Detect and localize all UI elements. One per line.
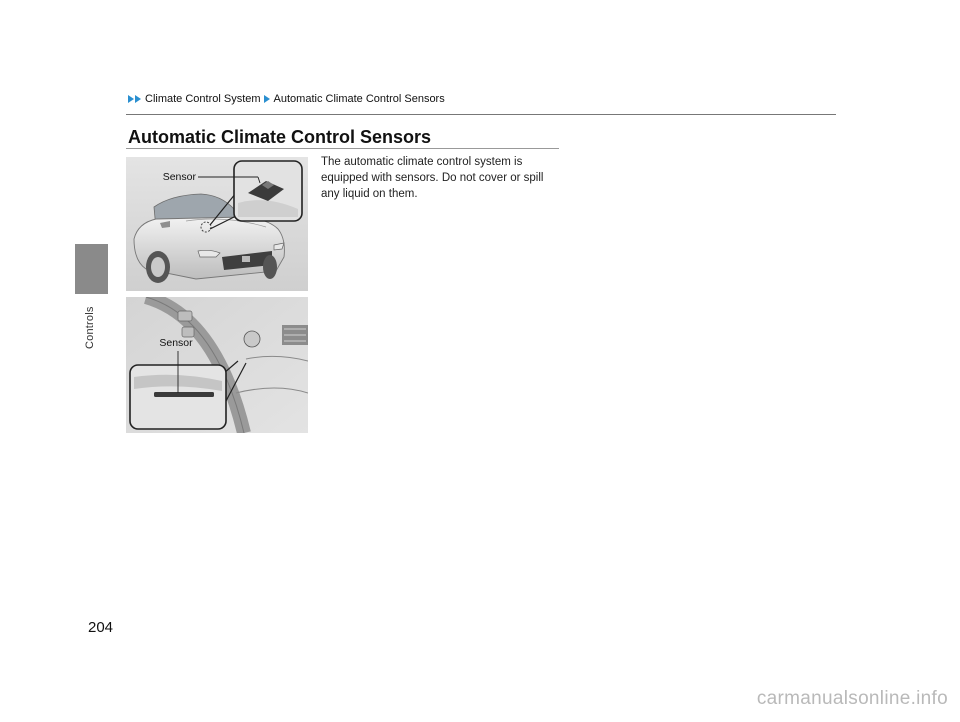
- sensor-callout-label: Sensor: [159, 337, 193, 349]
- section-tab-label: Controls: [84, 306, 96, 350]
- breadcrumb-item[interactable]: Climate Control System: [145, 93, 261, 105]
- sensor-callout-label: Sensor: [162, 171, 196, 183]
- breadcrumb: [128, 93, 445, 105]
- watermark: carmanualsonline.info: [756, 688, 948, 709]
- body-paragraph: The automatic climate control system is equipped with sensors. Do not cover or spill any liquid on them.: [321, 156, 544, 200]
- section-tab: [75, 244, 108, 294]
- header-divider: [126, 114, 836, 115]
- breadcrumb-arrow-icon: [128, 95, 134, 103]
- breadcrumb-item[interactable]: Automatic Climate Control Sensors: [273, 93, 445, 105]
- car-exterior-illustration: [126, 157, 308, 291]
- breadcrumb-arrow-icon: [135, 95, 141, 103]
- dashboard-interior-illustration: [126, 297, 308, 433]
- breadcrumb-arrow-icon: [264, 95, 270, 103]
- title-divider: [126, 148, 559, 149]
- page-title: Automatic Climate Control Sensors: [128, 127, 432, 147]
- page-number: 204: [88, 619, 114, 636]
- exterior-sensor-figure: [126, 157, 308, 291]
- interior-sensor-figure: [126, 297, 308, 433]
